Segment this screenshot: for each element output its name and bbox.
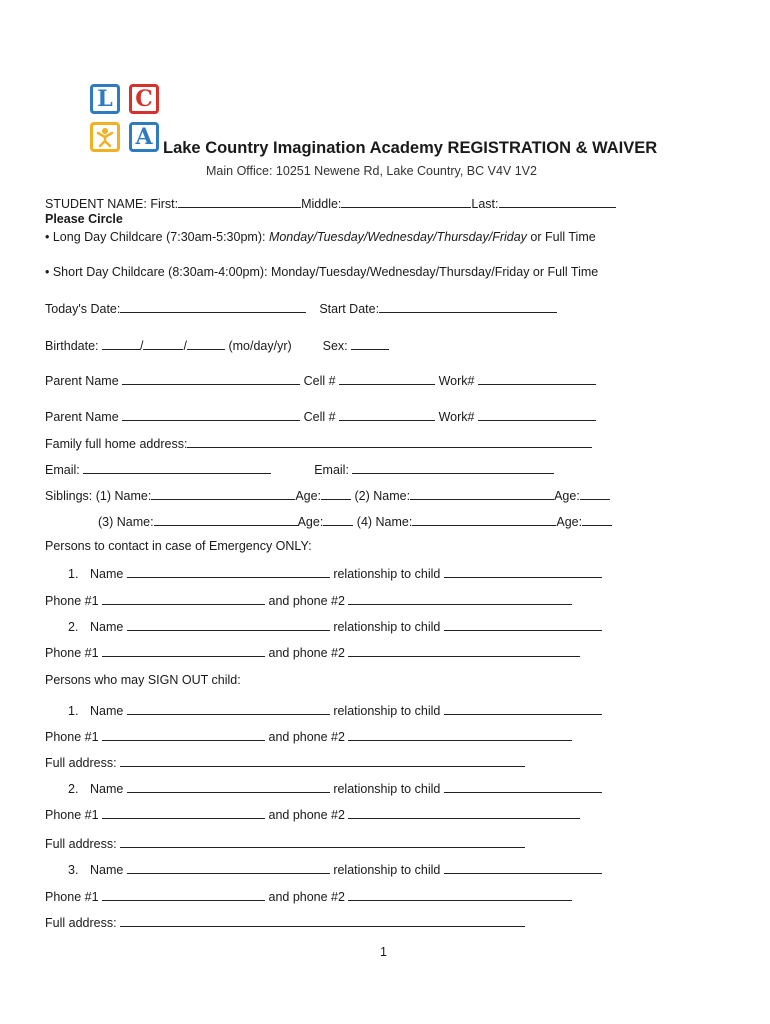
- family-address-field[interactable]: [187, 435, 592, 448]
- emergency-contact-1-phone-row: [45, 592, 572, 608]
- phone2-label: and phone #2: [268, 646, 345, 660]
- parent-1-work-field[interactable]: [478, 372, 596, 385]
- phone2-label: and phone #2: [268, 808, 345, 822]
- signout-1-relationship-field[interactable]: [444, 702, 602, 715]
- emergency-2-phone1-field[interactable]: [102, 644, 265, 657]
- emergency-1-relationship-field[interactable]: [444, 565, 602, 578]
- relationship-label: relationship to child: [333, 782, 441, 796]
- sibling-2-name-field[interactable]: [410, 487, 554, 500]
- parent-2-work-field[interactable]: [478, 408, 596, 421]
- work-label: Work#: [438, 374, 475, 388]
- cell-label: Cell #: [303, 374, 336, 388]
- item-number: 2.: [68, 782, 79, 796]
- name-label: Name: [90, 567, 124, 581]
- signout-3-address-field[interactable]: [120, 914, 525, 927]
- birth-month-field[interactable]: [102, 337, 140, 350]
- phone2-label: and phone #2: [268, 890, 345, 904]
- relationship-label: relationship to child: [333, 620, 441, 634]
- signout-1-phone1-field[interactable]: [102, 728, 265, 741]
- signout-2-phone-row: [45, 806, 580, 822]
- main-office-address: Main Office: 10251 Newene Rd, Lake Country, BC V4V 1V2: [206, 164, 537, 178]
- email-1-field[interactable]: [83, 461, 271, 474]
- signout-3-name-row: [68, 861, 602, 877]
- signout-heading: Persons who may SIGN OUT child:: [45, 673, 241, 687]
- signout-2-name-row: [68, 780, 602, 796]
- signout-2-address-field[interactable]: [120, 835, 525, 848]
- email-label: Email:: [45, 463, 80, 477]
- email-row: [45, 461, 554, 477]
- name-label: Name: [90, 704, 124, 718]
- sex-label: Sex:: [322, 339, 348, 353]
- please-circle-label: Please Circle: [45, 212, 123, 226]
- emergency-heading: Persons to contact in case of Emergency ONLY:: [45, 539, 312, 553]
- siblings-label: Siblings:: [45, 489, 93, 503]
- logo-block-c: C: [129, 84, 159, 114]
- todays-date-label: Today's Date:: [45, 302, 121, 316]
- phone2-label: and phone #2: [268, 594, 345, 608]
- emergency-contact-2-name-row: [68, 618, 602, 634]
- start-date-field[interactable]: [379, 300, 557, 313]
- phone1-label: Phone #1: [45, 594, 99, 608]
- signout-3-phone2-field[interactable]: [348, 888, 572, 901]
- phone2-label: and phone #2: [268, 730, 345, 744]
- item-number: 1.: [68, 704, 79, 718]
- signout-2-name-field[interactable]: [127, 780, 330, 793]
- student-last-field[interactable]: [499, 195, 616, 208]
- start-date-label: Start Date:: [319, 302, 380, 316]
- phone1-label: Phone #1: [45, 890, 99, 904]
- signout-1-name-row: [68, 702, 602, 718]
- sibling-age-label: Age:: [554, 489, 580, 503]
- logo-block-a: A: [129, 122, 159, 152]
- sibling-3-age-field[interactable]: [323, 513, 353, 526]
- student-middle-field[interactable]: [341, 195, 471, 208]
- sex-field[interactable]: [351, 337, 389, 350]
- emergency-2-relationship-field[interactable]: [444, 618, 602, 631]
- date-format-hint: (mo/day/yr): [228, 339, 292, 353]
- family-address-label: Family full home address:: [45, 437, 188, 451]
- signout-3-name-field[interactable]: [127, 861, 330, 874]
- student-middle-label: Middle:: [301, 197, 342, 211]
- form-title: Lake Country Imagination Academy REGISTRATION & WAIVER: [163, 139, 658, 157]
- parent-1-cell-field[interactable]: [339, 372, 435, 385]
- child-figure-icon: [94, 126, 116, 148]
- signout-1-phone-row: [45, 728, 572, 744]
- birthdate-row: [45, 337, 389, 353]
- name-label: Name: [90, 863, 124, 877]
- signout-1-name-field[interactable]: [127, 702, 330, 715]
- relationship-label: relationship to child: [333, 704, 441, 718]
- logo-block-child: [90, 122, 120, 152]
- work-label: Work#: [438, 410, 475, 424]
- parent-name-label: Parent Name: [45, 410, 119, 424]
- parent-row-2: [45, 408, 596, 424]
- long-day-option[interactable]: [45, 230, 596, 244]
- full-address-label: Full address:: [45, 756, 117, 770]
- sibling-3-name-label: (3) Name:: [98, 515, 154, 529]
- parent-2-name-field[interactable]: [122, 408, 300, 421]
- signout-1-address-row: [45, 754, 525, 770]
- emergency-1-phone1-field[interactable]: [102, 592, 265, 605]
- item-number: 2.: [68, 620, 79, 634]
- page-number: 1: [380, 945, 387, 959]
- long-day-suffix: or Full Time: [526, 230, 596, 244]
- phone1-label: Phone #1: [45, 646, 99, 660]
- signout-2-phone2-field[interactable]: [348, 806, 580, 819]
- birthdate-label: Birthdate:: [45, 339, 99, 353]
- signout-3-address-row: [45, 914, 525, 930]
- name-label: Name: [90, 620, 124, 634]
- parent-1-name-field[interactable]: [122, 372, 300, 385]
- date-slash: /: [140, 339, 144, 353]
- full-address-label: Full address:: [45, 916, 117, 930]
- sibling-age-label: Age:: [297, 515, 324, 529]
- item-number: 3.: [68, 863, 79, 877]
- parent-2-cell-field[interactable]: [339, 408, 435, 421]
- emergency-contact-1-name-row: [68, 565, 602, 581]
- sibling-age-label: Age:: [295, 489, 322, 503]
- student-first-label: STUDENT NAME: First:: [45, 197, 179, 211]
- signout-3-phone-row: [45, 888, 572, 904]
- logo-block-l: L: [90, 84, 120, 114]
- email-label: Email:: [314, 463, 349, 477]
- sibling-2-name-label: (2) Name:: [354, 489, 411, 503]
- emergency-2-name-field[interactable]: [127, 618, 330, 631]
- signout-3-relationship-field[interactable]: [444, 861, 602, 874]
- signout-1-phone2-field[interactable]: [348, 728, 572, 741]
- emergency-1-name-field[interactable]: [127, 565, 330, 578]
- short-day-option[interactable]: • Short Day Childcare (8:30am-4:00pm): Monday/Tuesday/Wednesday/Thursday/Friday or Full Time: [45, 265, 599, 279]
- signout-2-address-row: [45, 835, 525, 851]
- sibling-1-name-label: (1) Name:: [95, 489, 152, 503]
- phone1-label: Phone #1: [45, 730, 99, 744]
- birth-day-field[interactable]: [143, 337, 183, 350]
- full-address-label: Full address:: [45, 837, 117, 851]
- relationship-label: relationship to child: [333, 863, 441, 877]
- signout-1-address-field[interactable]: [120, 754, 525, 767]
- sibling-4-age-field[interactable]: [582, 513, 612, 526]
- student-first-field[interactable]: [178, 195, 301, 208]
- student-name-row: [45, 195, 616, 211]
- phone1-label: Phone #1: [45, 808, 99, 822]
- signout-3-phone1-field[interactable]: [102, 888, 265, 901]
- emergency-1-phone2-field[interactable]: [348, 592, 572, 605]
- sibling-1-name-field[interactable]: [151, 487, 295, 500]
- sibling-2-age-field[interactable]: [580, 487, 610, 500]
- signout-2-phone1-field[interactable]: [102, 806, 265, 819]
- sibling-4-name-label: (4) Name:: [356, 515, 413, 529]
- parent-row-1: [45, 372, 596, 388]
- emergency-2-phone2-field[interactable]: [348, 644, 580, 657]
- parent-name-label: Parent Name: [45, 374, 119, 388]
- student-last-label: Last:: [471, 197, 499, 211]
- relationship-label: relationship to child: [333, 567, 441, 581]
- emergency-contact-2-phone-row: [45, 644, 580, 660]
- sibling-4-name-field[interactable]: [412, 513, 556, 526]
- sibling-3-name-field[interactable]: [154, 513, 298, 526]
- siblings-row-1: [45, 487, 610, 503]
- todays-date-field[interactable]: [120, 300, 306, 313]
- birth-year-field[interactable]: [187, 337, 225, 350]
- date-slash: /: [183, 339, 187, 353]
- dates-row: [45, 300, 557, 316]
- siblings-row-2: [98, 513, 612, 529]
- name-label: Name: [90, 782, 124, 796]
- family-address-row: [45, 435, 592, 451]
- long-day-days[interactable]: Monday/Tuesday/Wednesday/Thursday/Friday: [268, 230, 527, 244]
- signout-2-relationship-field[interactable]: [444, 780, 602, 793]
- email-2-field[interactable]: [352, 461, 554, 474]
- sibling-age-label: Age:: [556, 515, 583, 529]
- cell-label: Cell #: [303, 410, 336, 424]
- long-day-prefix: • Long Day Childcare (7:30am-5:30pm):: [45, 230, 269, 244]
- item-number: 1.: [68, 567, 79, 581]
- sibling-1-age-field[interactable]: [321, 487, 351, 500]
